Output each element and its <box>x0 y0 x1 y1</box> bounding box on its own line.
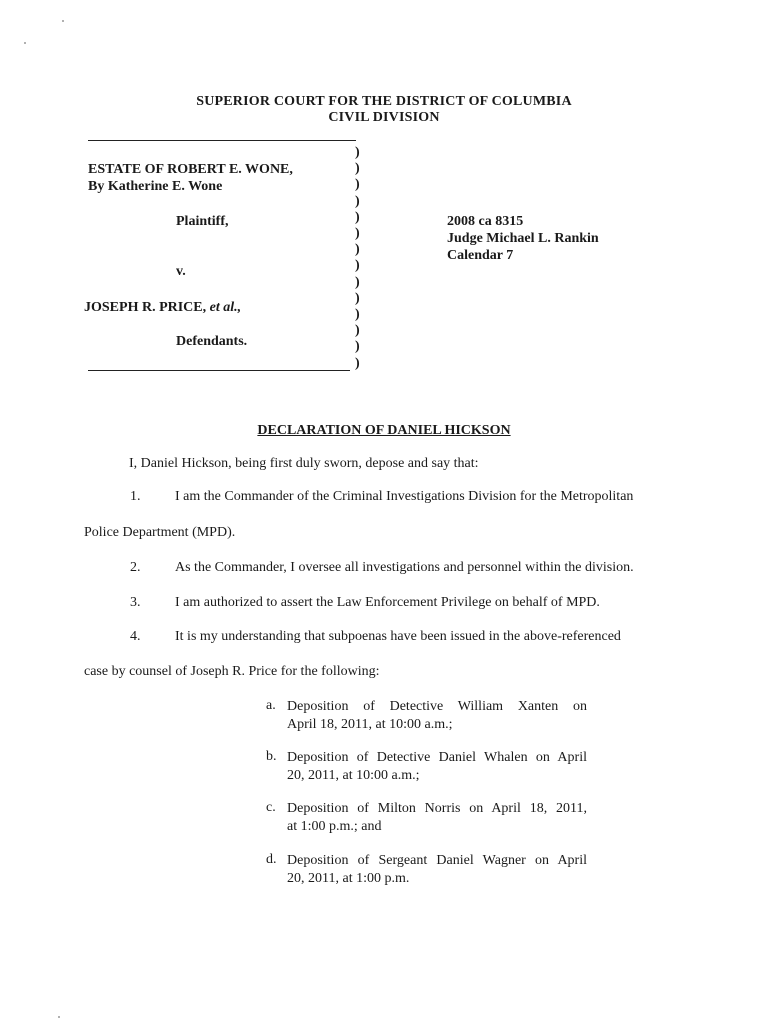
list-item <box>287 800 587 836</box>
list-item-letter: b. <box>266 749 277 764</box>
defendant-label: Defendants. <box>176 334 248 349</box>
scan-speck <box>24 42 26 44</box>
plaintiff-representative: By Katherine E. Wone <box>88 179 223 194</box>
case-number: 2008 ca 8315 <box>447 214 524 229</box>
court-name: SUPERIOR COURT FOR THE DISTRICT OF COLUMBIA <box>196 94 572 109</box>
caption-top-rule <box>88 140 356 141</box>
paragraph-number: 2. <box>130 560 141 575</box>
caption-paren: ) <box>355 339 360 355</box>
list-item-line: Deposition of Detective Daniel Whalen on April <box>287 750 587 765</box>
paragraph-text-continued: case by counsel of Joseph R. Price for the following: <box>84 664 380 679</box>
list-item <box>287 749 587 785</box>
caption-paren: ) <box>355 193 360 209</box>
court-division: CIVIL DIVISION <box>328 110 440 125</box>
caption-paren: ) <box>355 226 360 242</box>
list-item-line: Deposition of Milton Norris on April 18, 2011, <box>287 801 587 816</box>
paragraph-text: I am authorized to assert the Law Enforcement Privilege on behalf of MPD. <box>175 595 600 610</box>
declaration-intro: I, Daniel Hickson, being first duly sworn, depose and say that: <box>129 456 479 471</box>
defendant-name <box>84 300 241 316</box>
list-item-letter: c. <box>266 800 276 815</box>
caption-paren: ) <box>355 177 360 193</box>
judge-name: Judge Michael L. Rankin <box>447 231 599 246</box>
caption-paren: ) <box>355 307 360 323</box>
list-item-line: 20, 2011, at 1:00 p.m. <box>287 871 410 886</box>
paragraph-text: It is my understanding that subpoenas have been issued in the above-referenced <box>175 629 621 644</box>
caption-paren: ) <box>355 242 360 258</box>
paragraph-text: I am the Commander of the Criminal Investigations Division for the Metropolitan <box>175 489 634 504</box>
list-item-line: at 1:00 p.m.; and <box>287 819 382 834</box>
list-item-line: Deposition of Detective William Xanten on <box>287 699 587 714</box>
caption-paren: ) <box>355 290 360 306</box>
caption-paren: ) <box>355 274 360 290</box>
paragraph-number: 3. <box>130 595 141 610</box>
caption-paren: ) <box>355 145 360 160</box>
caption-paren: ) <box>355 161 360 177</box>
list-item-line: April 18, 2011, at 10:00 a.m.; <box>287 717 453 732</box>
plaintiff-name: ESTATE OF ROBERT E. WONE, <box>88 162 293 177</box>
caption-paren-column <box>355 145 360 372</box>
defendant-name-text: JOSEPH R. PRICE, <box>84 300 207 315</box>
paragraph-number: 1. <box>130 489 141 504</box>
caption-bottom-rule <box>88 370 350 371</box>
caption-paren: ) <box>355 209 360 225</box>
calendar-number: Calendar 7 <box>447 248 514 263</box>
versus-label: v. <box>176 264 186 279</box>
caption-paren: ) <box>355 323 360 339</box>
list-item-line: 20, 2011, at 10:00 a.m.; <box>287 768 420 783</box>
list-item <box>287 698 587 734</box>
caption-paren: ) <box>355 355 360 371</box>
paragraph-number: 4. <box>130 629 141 644</box>
list-item-letter: d. <box>266 852 277 867</box>
defendant-etal: et al., <box>209 300 242 315</box>
list-item <box>287 852 587 888</box>
list-item-line: Deposition of Sergeant Daniel Wagner on April <box>287 853 587 868</box>
scan-speck <box>58 1016 60 1018</box>
paragraph-text: As the Commander, I oversee all investigations and personnel within the division. <box>175 560 634 575</box>
plaintiff-label: Plaintiff, <box>176 214 229 229</box>
caption-paren: ) <box>355 258 360 274</box>
declaration-title: DECLARATION OF DANIEL HICKSON <box>257 423 511 438</box>
list-item-letter: a. <box>266 698 276 713</box>
paragraph-text-continued: Police Department (MPD). <box>84 525 236 540</box>
scan-speck <box>62 20 64 22</box>
